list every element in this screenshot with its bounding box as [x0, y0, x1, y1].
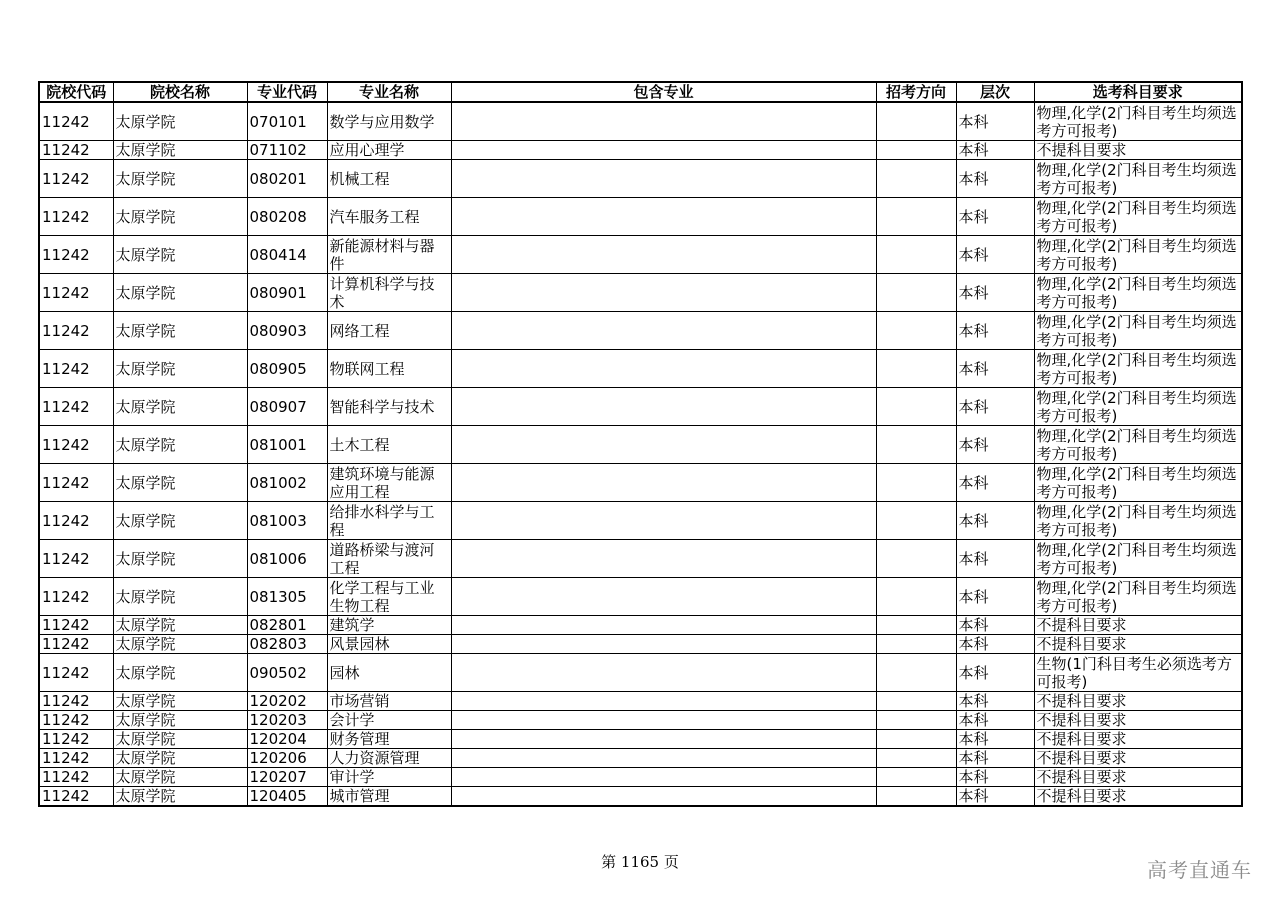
cell-major-name: 市场营销 [327, 692, 451, 711]
cell-major-name: 建筑环境与能源应用工程 [327, 464, 451, 502]
table-row [39, 578, 1242, 616]
cell-school-name: 太原学院 [113, 312, 247, 350]
cell-school-name: 太原学院 [113, 350, 247, 388]
cell-school-code: 11242 [39, 749, 113, 768]
cell-major-name: 智能科学与技术 [327, 388, 451, 426]
cell-school-code: 11242 [39, 102, 113, 141]
cell-level: 本科 [956, 274, 1034, 312]
table-row [39, 711, 1242, 730]
cell-major-code: 080901 [247, 274, 327, 312]
table-row [39, 141, 1242, 160]
header-included-majors: 包含专业 [451, 82, 876, 102]
cell-school-name: 太原学院 [113, 141, 247, 160]
cell-subject-requirements: 不提科目要求 [1034, 787, 1242, 807]
cell-subject-requirements: 物理,化学(2门科目考生均须选考方可报考) [1034, 160, 1242, 198]
cell-major-code: 081002 [247, 464, 327, 502]
cell-level: 本科 [956, 198, 1034, 236]
cell-major-name: 机械工程 [327, 160, 451, 198]
table-row [39, 274, 1242, 312]
cell-major-code: 070101 [247, 102, 327, 141]
cell-major-name: 数学与应用数学 [327, 102, 451, 141]
cell-direction [876, 540, 956, 578]
cell-included-majors [451, 388, 876, 426]
cell-level: 本科 [956, 312, 1034, 350]
cell-level: 本科 [956, 654, 1034, 692]
table-row [39, 654, 1242, 692]
table-header-row [39, 82, 1242, 102]
cell-level: 本科 [956, 502, 1034, 540]
header-major-code: 专业代码 [247, 82, 327, 102]
cell-major-name: 人力资源管理 [327, 749, 451, 768]
cell-major-name: 财务管理 [327, 730, 451, 749]
page-number: 第 1165 页 [601, 853, 679, 871]
cell-subject-requirements: 生物(1门科目考生必须选考方可报考) [1034, 654, 1242, 692]
cell-subject-requirements: 物理,化学(2门科目考生均须选考方可报考) [1034, 578, 1242, 616]
cell-subject-requirements: 不提科目要求 [1034, 768, 1242, 787]
cell-school-name: 太原学院 [113, 198, 247, 236]
cell-major-code: 081003 [247, 502, 327, 540]
cell-direction [876, 102, 956, 141]
cell-school-code: 11242 [39, 160, 113, 198]
cell-major-code: 120202 [247, 692, 327, 711]
cell-school-code: 11242 [39, 426, 113, 464]
cell-included-majors [451, 540, 876, 578]
cell-included-majors [451, 768, 876, 787]
cell-school-name: 太原学院 [113, 635, 247, 654]
cell-major-name: 物联网工程 [327, 350, 451, 388]
cell-level: 本科 [956, 749, 1034, 768]
cell-subject-requirements: 不提科目要求 [1034, 730, 1242, 749]
table-row [39, 787, 1242, 807]
watermark: 高考直通车 [1147, 858, 1252, 882]
table-row [39, 160, 1242, 198]
cell-major-code: 080907 [247, 388, 327, 426]
table-row [39, 464, 1242, 502]
cell-direction [876, 787, 956, 807]
cell-subject-requirements: 物理,化学(2门科目考生均须选考方可报考) [1034, 464, 1242, 502]
cell-included-majors [451, 464, 876, 502]
cell-school-name: 太原学院 [113, 749, 247, 768]
cell-level: 本科 [956, 464, 1034, 502]
cell-included-majors [451, 426, 876, 464]
cell-subject-requirements: 物理,化学(2门科目考生均须选考方可报考) [1034, 426, 1242, 464]
cell-level: 本科 [956, 540, 1034, 578]
cell-school-code: 11242 [39, 350, 113, 388]
cell-major-code: 081305 [247, 578, 327, 616]
cell-direction [876, 730, 956, 749]
cell-school-code: 11242 [39, 141, 113, 160]
cell-school-name: 太原学院 [113, 160, 247, 198]
table-row [39, 388, 1242, 426]
cell-included-majors [451, 711, 876, 730]
cell-major-name: 土木工程 [327, 426, 451, 464]
cell-school-code: 11242 [39, 616, 113, 635]
cell-school-name: 太原学院 [113, 102, 247, 141]
cell-level: 本科 [956, 236, 1034, 274]
cell-major-name: 汽车服务工程 [327, 198, 451, 236]
cell-subject-requirements: 物理,化学(2门科目考生均须选考方可报考) [1034, 312, 1242, 350]
cell-major-code: 120405 [247, 787, 327, 807]
cell-subject-requirements: 物理,化学(2门科目考生均须选考方可报考) [1034, 502, 1242, 540]
table-row [39, 768, 1242, 787]
cell-level: 本科 [956, 350, 1034, 388]
cell-major-name: 应用心理学 [327, 141, 451, 160]
cell-school-code: 11242 [39, 730, 113, 749]
cell-school-name: 太原学院 [113, 540, 247, 578]
cell-major-name: 网络工程 [327, 312, 451, 350]
cell-major-code: 120203 [247, 711, 327, 730]
cell-level: 本科 [956, 388, 1034, 426]
cell-subject-requirements: 不提科目要求 [1034, 635, 1242, 654]
cell-direction [876, 692, 956, 711]
cell-school-code: 11242 [39, 274, 113, 312]
cell-level: 本科 [956, 787, 1034, 807]
cell-school-code: 11242 [39, 502, 113, 540]
cell-subject-requirements: 物理,化学(2门科目考生均须选考方可报考) [1034, 102, 1242, 141]
cell-subject-requirements: 不提科目要求 [1034, 616, 1242, 635]
cell-included-majors [451, 502, 876, 540]
cell-major-code: 080201 [247, 160, 327, 198]
cell-subject-requirements: 物理,化学(2门科目考生均须选考方可报考) [1034, 540, 1242, 578]
cell-level: 本科 [956, 616, 1034, 635]
cell-major-name: 化学工程与工业生物工程 [327, 578, 451, 616]
cell-subject-requirements: 不提科目要求 [1034, 711, 1242, 730]
cell-direction [876, 578, 956, 616]
cell-direction [876, 654, 956, 692]
cell-school-name: 太原学院 [113, 692, 247, 711]
cell-major-code: 080903 [247, 312, 327, 350]
cell-included-majors [451, 312, 876, 350]
cell-included-majors [451, 198, 876, 236]
cell-major-code: 081006 [247, 540, 327, 578]
cell-school-code: 11242 [39, 787, 113, 807]
cell-school-name: 太原学院 [113, 730, 247, 749]
cell-school-name: 太原学院 [113, 236, 247, 274]
cell-subject-requirements: 物理,化学(2门科目考生均须选考方可报考) [1034, 350, 1242, 388]
table-row [39, 616, 1242, 635]
cell-major-name: 给排水科学与工程 [327, 502, 451, 540]
cell-major-code: 120207 [247, 768, 327, 787]
cell-major-code: 080208 [247, 198, 327, 236]
cell-school-name: 太原学院 [113, 654, 247, 692]
cell-level: 本科 [956, 141, 1034, 160]
cell-direction [876, 616, 956, 635]
cell-major-code: 082801 [247, 616, 327, 635]
cell-direction [876, 635, 956, 654]
header-school-name: 院校名称 [113, 82, 247, 102]
cell-included-majors [451, 274, 876, 312]
cell-included-majors [451, 350, 876, 388]
cell-school-name: 太原学院 [113, 768, 247, 787]
cell-included-majors [451, 578, 876, 616]
cell-school-code: 11242 [39, 768, 113, 787]
cell-subject-requirements: 不提科目要求 [1034, 749, 1242, 768]
cell-included-majors [451, 749, 876, 768]
cell-direction [876, 160, 956, 198]
cell-school-code: 11242 [39, 388, 113, 426]
cell-included-majors [451, 692, 876, 711]
table-row [39, 198, 1242, 236]
header-school-code: 院校代码 [39, 82, 113, 102]
cell-school-name: 太原学院 [113, 388, 247, 426]
cell-included-majors [451, 616, 876, 635]
cell-major-name: 计算机科学与技术 [327, 274, 451, 312]
cell-direction [876, 350, 956, 388]
cell-direction [876, 388, 956, 426]
cell-subject-requirements: 不提科目要求 [1034, 141, 1242, 160]
cell-school-code: 11242 [39, 236, 113, 274]
table-row [39, 749, 1242, 768]
cell-major-name: 会计学 [327, 711, 451, 730]
cell-major-code: 120206 [247, 749, 327, 768]
header-level: 层次 [956, 82, 1034, 102]
cell-level: 本科 [956, 426, 1034, 464]
table-row [39, 102, 1242, 141]
cell-included-majors [451, 160, 876, 198]
cell-major-name: 风景园林 [327, 635, 451, 654]
cell-direction [876, 502, 956, 540]
cell-school-name: 太原学院 [113, 711, 247, 730]
table-row [39, 730, 1242, 749]
cell-major-name: 园林 [327, 654, 451, 692]
cell-major-code: 080414 [247, 236, 327, 274]
cell-school-code: 11242 [39, 464, 113, 502]
cell-direction [876, 426, 956, 464]
cell-included-majors [451, 730, 876, 749]
cell-school-name: 太原学院 [113, 274, 247, 312]
cell-school-name: 太原学院 [113, 616, 247, 635]
cell-major-code: 090502 [247, 654, 327, 692]
cell-level: 本科 [956, 692, 1034, 711]
cell-school-code: 11242 [39, 540, 113, 578]
cell-major-code: 081001 [247, 426, 327, 464]
cell-included-majors [451, 635, 876, 654]
cell-school-code: 11242 [39, 711, 113, 730]
cell-major-code: 082803 [247, 635, 327, 654]
cell-included-majors [451, 141, 876, 160]
cell-level: 本科 [956, 635, 1034, 654]
cell-major-name: 建筑学 [327, 616, 451, 635]
cell-major-code: 120204 [247, 730, 327, 749]
cell-subject-requirements: 物理,化学(2门科目考生均须选考方可报考) [1034, 274, 1242, 312]
cell-school-name: 太原学院 [113, 426, 247, 464]
cell-level: 本科 [956, 102, 1034, 141]
table-row [39, 350, 1242, 388]
cell-school-code: 11242 [39, 578, 113, 616]
cell-school-name: 太原学院 [113, 502, 247, 540]
header-subject-requirements: 选考科目要求 [1034, 82, 1242, 102]
table-row [39, 540, 1242, 578]
table-row [39, 635, 1242, 654]
table-row [39, 312, 1242, 350]
cell-major-name: 道路桥梁与渡河工程 [327, 540, 451, 578]
cell-included-majors [451, 102, 876, 141]
cell-direction [876, 749, 956, 768]
header-direction: 招考方向 [876, 82, 956, 102]
cell-direction [876, 464, 956, 502]
cell-level: 本科 [956, 160, 1034, 198]
cell-school-code: 11242 [39, 635, 113, 654]
cell-direction [876, 141, 956, 160]
table-body [39, 102, 1242, 806]
cell-major-name: 新能源材料与器件 [327, 236, 451, 274]
cell-major-code: 080905 [247, 350, 327, 388]
cell-school-name: 太原学院 [113, 578, 247, 616]
header-major-name: 专业名称 [327, 82, 451, 102]
cell-direction [876, 711, 956, 730]
table-row [39, 426, 1242, 464]
cell-direction [876, 236, 956, 274]
table-row [39, 502, 1242, 540]
cell-level: 本科 [956, 730, 1034, 749]
cell-school-name: 太原学院 [113, 787, 247, 807]
cell-school-name: 太原学院 [113, 464, 247, 502]
cell-direction [876, 768, 956, 787]
table-row [39, 236, 1242, 274]
cell-level: 本科 [956, 768, 1034, 787]
cell-school-code: 11242 [39, 654, 113, 692]
cell-subject-requirements: 物理,化学(2门科目考生均须选考方可报考) [1034, 388, 1242, 426]
cell-level: 本科 [956, 578, 1034, 616]
cell-major-name: 审计学 [327, 768, 451, 787]
admission-requirements-table [38, 81, 1243, 807]
cell-level: 本科 [956, 711, 1034, 730]
cell-major-name: 城市管理 [327, 787, 451, 807]
cell-direction [876, 198, 956, 236]
cell-subject-requirements: 物理,化学(2门科目考生均须选考方可报考) [1034, 236, 1242, 274]
cell-subject-requirements: 物理,化学(2门科目考生均须选考方可报考) [1034, 198, 1242, 236]
cell-school-code: 11242 [39, 692, 113, 711]
cell-direction [876, 312, 956, 350]
cell-direction [876, 274, 956, 312]
cell-school-code: 11242 [39, 312, 113, 350]
cell-subject-requirements: 不提科目要求 [1034, 692, 1242, 711]
cell-included-majors [451, 236, 876, 274]
cell-included-majors [451, 654, 876, 692]
cell-school-code: 11242 [39, 198, 113, 236]
cell-included-majors [451, 787, 876, 807]
table-row [39, 692, 1242, 711]
cell-major-code: 071102 [247, 141, 327, 160]
